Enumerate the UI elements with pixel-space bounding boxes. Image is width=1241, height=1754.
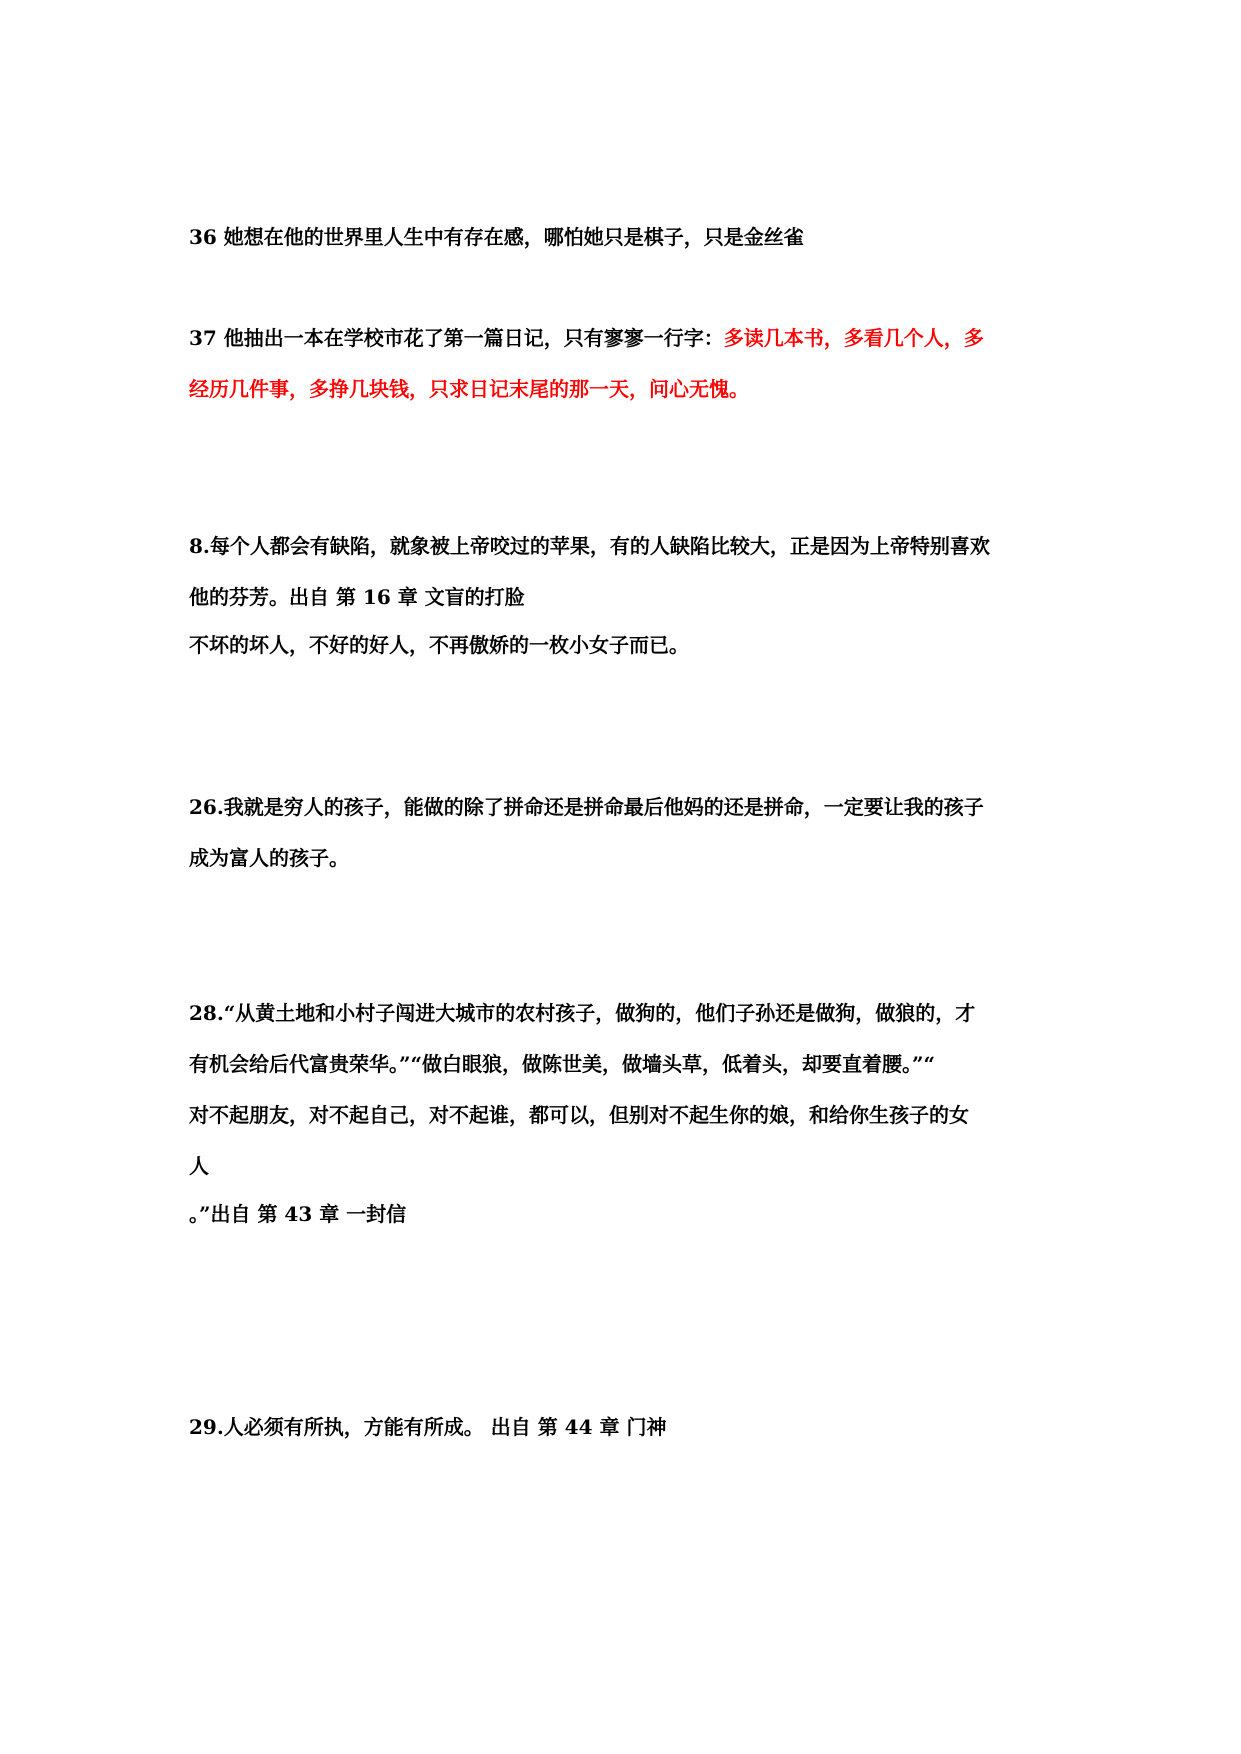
quote-37-highlight-end: 经历几件事，多挣几块钱，只求日记末尾的那一天，问心无愧。 — [189, 377, 749, 401]
quote-36-line-1: 36 她想在他的世界里人生中有存在感，哪怕她只是棋子，只是金丝雀 — [189, 225, 804, 249]
quote-8-line-1: 8.每个人都会有缺陷，就象被上帝咬过的苹果，有的人缺陷比较大，正是因为上帝特别喜欢 — [189, 534, 990, 558]
quote-37-intro: 37 他抽出一本在学校市花了第一篇日记，只有寥寥一行字： — [189, 326, 724, 350]
quote-8-line-3: 不坏的坏人，不好的好人，不再傲娇的一枚小女子而已。 — [189, 633, 689, 657]
quote-28-line-3: 对不起朋友，对不起自己，对不起谁，都可以，但别对不起生你的娘，和给你生孩子的女 — [189, 1103, 969, 1127]
quote-28-line-1: 28.“从黄土地和小村子闯进大城市的农村孩子，做狗的，他们子孙还是做狗，做狼的，才 — [189, 1001, 976, 1025]
quote-28-line-4: 人 — [189, 1154, 209, 1178]
quote-26-line-2: 成为富人的孩子。 — [189, 846, 349, 870]
quote-28-line-2: 有机会给后代富贵荣华。”“做白眼狼，做陈世美，做墙头草，低着头，却要直着腰。”“ — [189, 1052, 936, 1076]
quote-37-line-1 — [189, 324, 984, 352]
quote-26-line-1: 26.我就是穷人的孩子，能做的除了拼命还是拼命最后他妈的还是拼命，一定要让我的孩子 — [189, 795, 984, 819]
quote-29-line-1: 29.人必须有所执，方能有所成。 出自 第 44 章 门神 — [189, 1415, 667, 1439]
quote-8-line-2: 他的芬芳。出自 第 16 章 文盲的打脸 — [189, 585, 525, 609]
quote-28-line-5: 。”出自 第 43 章 一封信 — [189, 1202, 407, 1226]
quote-37-highlight-start: 多读几本书，多看几个人，多 — [723, 326, 984, 350]
